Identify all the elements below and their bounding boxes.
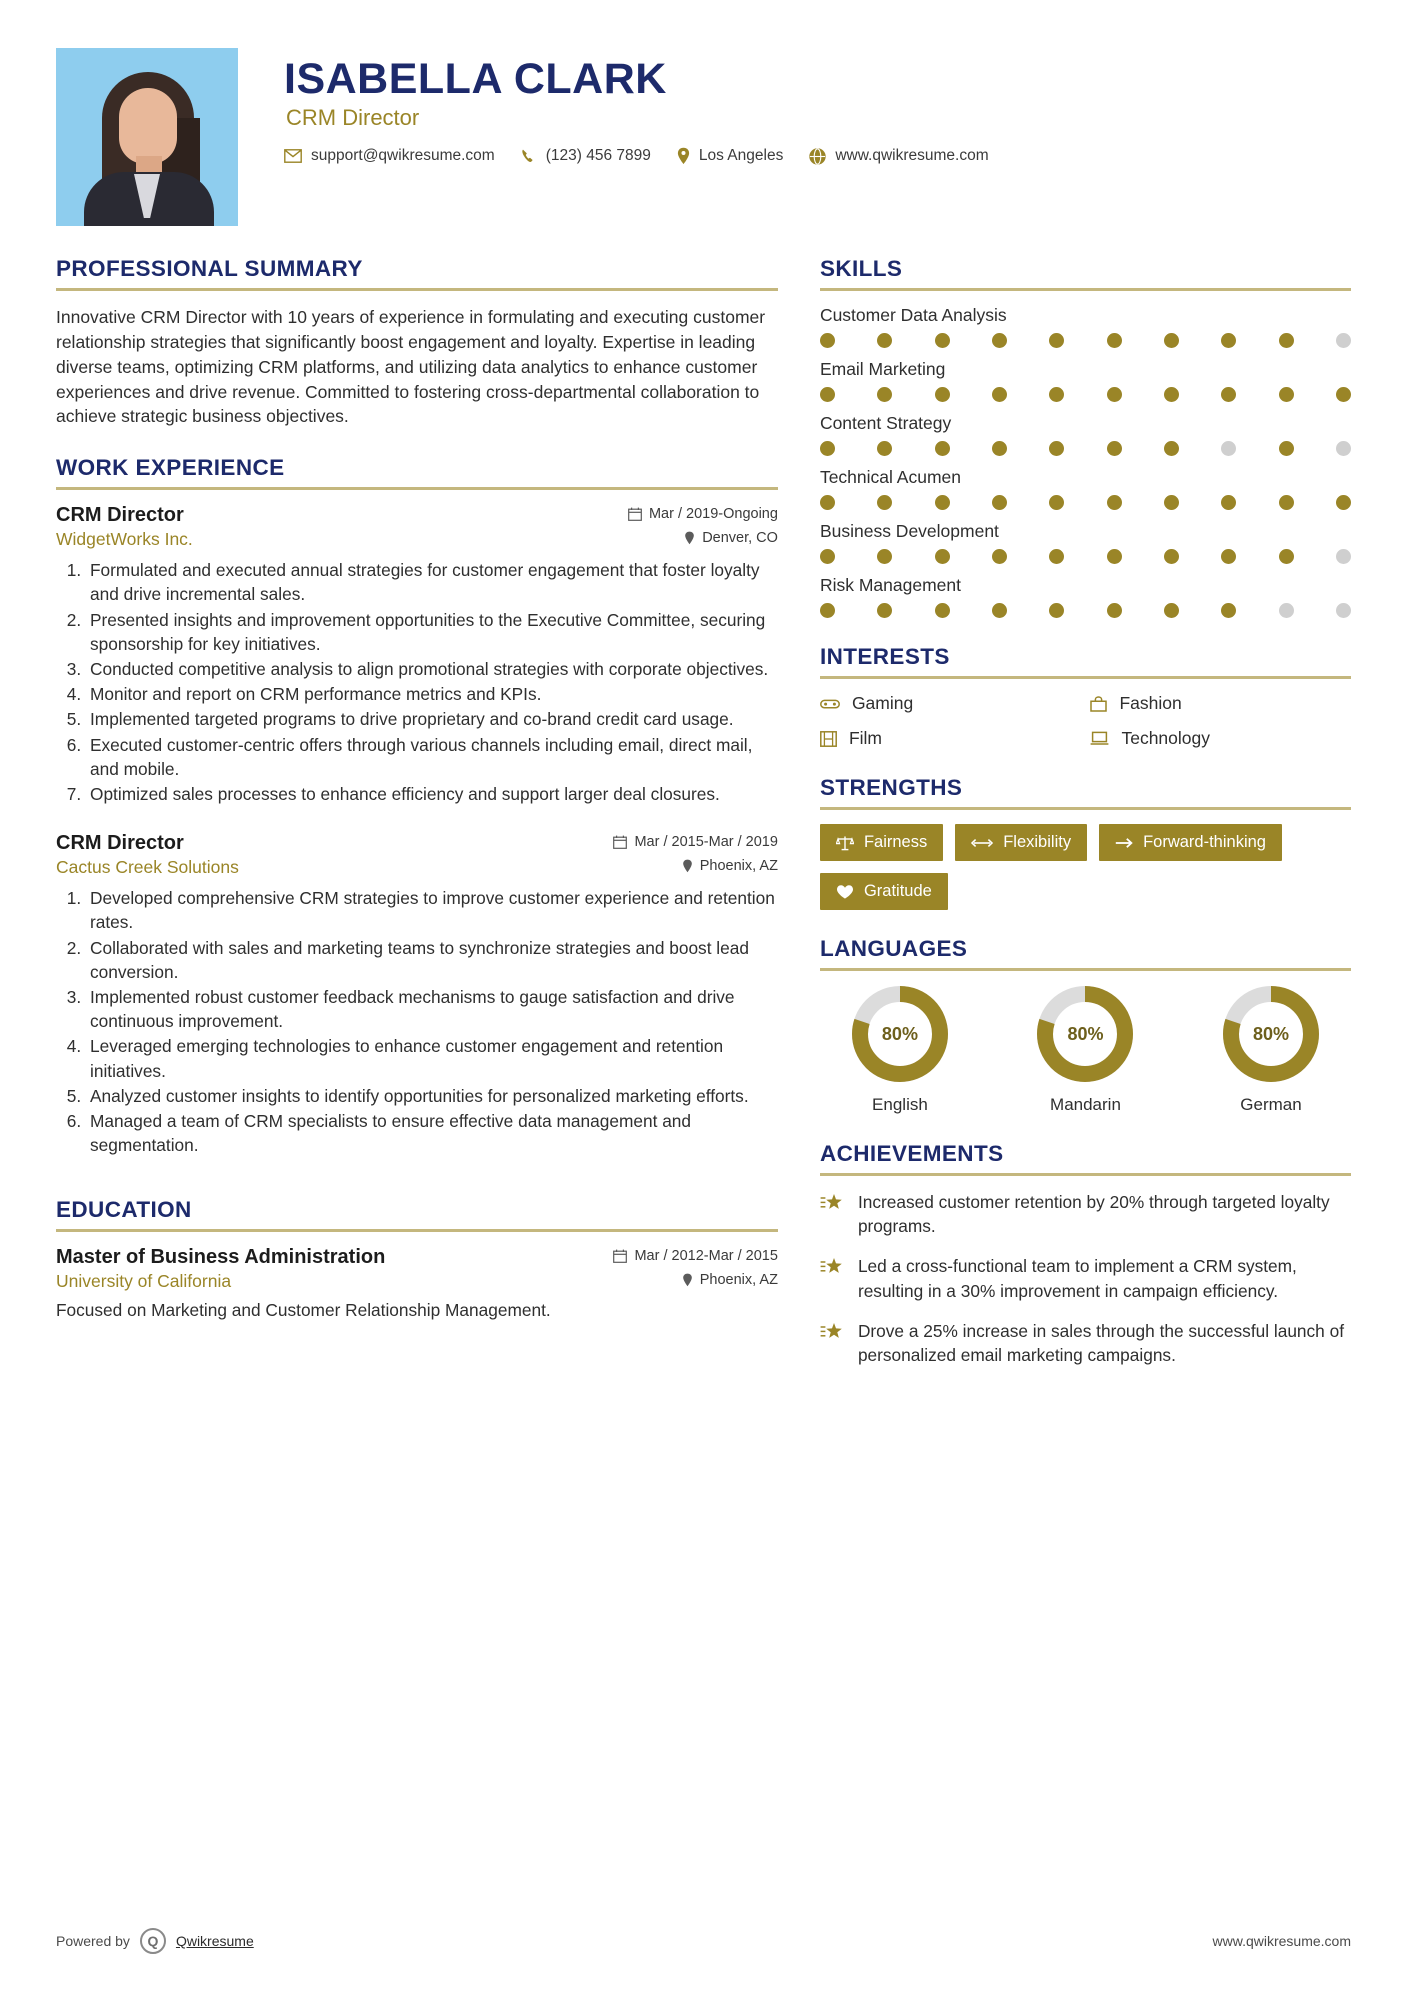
work-role: CRM Director xyxy=(56,504,184,527)
work-entry xyxy=(56,504,778,806)
skill-item xyxy=(820,575,1351,618)
star-badge-icon xyxy=(820,1319,844,1367)
work-location: Denver, CO xyxy=(702,530,778,547)
skill-item xyxy=(820,467,1351,510)
work-location-wrap xyxy=(682,858,778,874)
work-bullet: 2. Collaborated with sales and marketing teams to synchronize strategies and boost lead conversion. xyxy=(86,936,778,984)
interest-label: Film xyxy=(848,728,882,748)
powered-by-label: Powered by xyxy=(56,1933,130,1949)
skill-label: Business Development xyxy=(819,521,999,541)
arrow-right-icon xyxy=(1115,837,1133,849)
achievement-text: Drove a 25% increase in sales through the successful launch of personalized email marketing campaigns. xyxy=(857,1320,1345,1366)
language-item xyxy=(1191,985,1351,1115)
interest-label: Gaming xyxy=(851,693,914,713)
language-label: Mandarin xyxy=(1050,1095,1121,1114)
film-icon xyxy=(820,731,837,747)
divider xyxy=(820,676,1351,679)
divider xyxy=(56,1229,778,1232)
education-location-wrap xyxy=(682,1272,778,1288)
strength-label: Flexibility xyxy=(1003,833,1072,851)
work-bullets xyxy=(56,886,778,1157)
section-skills xyxy=(820,256,1351,618)
work-dates: Mar / 2019-Ongoing xyxy=(648,506,778,523)
star-badge-icon xyxy=(820,1254,844,1302)
work-role: CRM Director xyxy=(56,832,184,855)
contact-location-text: Los Angeles xyxy=(698,147,784,165)
achievement-item xyxy=(820,1254,1351,1302)
contact-website-text: www.qwikresume.com xyxy=(835,147,989,165)
achievement-text: Led a cross-functional team to implement a CRM system, resulting in a 30% improvement in campaign efficiency. xyxy=(857,1256,1297,1301)
skill-label: Email Marketing xyxy=(819,359,946,379)
contact-phone-text: (123) 456 7899 xyxy=(545,147,651,165)
skill-item xyxy=(820,359,1351,402)
work-dates-wrap xyxy=(628,506,778,522)
work-location-wrap xyxy=(684,530,778,546)
education-entry xyxy=(56,1246,778,1321)
calendar-icon xyxy=(613,1249,627,1263)
right-column xyxy=(820,256,1351,1393)
language-progress-ring xyxy=(1036,985,1134,1083)
education-degree: Master of Business Administration xyxy=(56,1246,386,1269)
work-bullet: 6. Executed customer-centric offers through various channels including email, direct mail, and mobile. xyxy=(86,733,778,781)
calendar-icon xyxy=(613,835,627,849)
section-title-interests: INTERESTS xyxy=(819,644,950,669)
section-title-achievements: ACHIEVEMENTS xyxy=(819,1141,1004,1166)
resume-body xyxy=(56,256,1351,1393)
achievement-text: Increased customer retention by 20% through targeted loyalty programs. xyxy=(857,1192,1330,1237)
section-title-summary: PROFESSIONAL SUMMARY xyxy=(56,256,363,281)
language-percent: 80% xyxy=(881,1023,918,1044)
skill-rating xyxy=(820,441,1351,456)
summary-text: Innovative CRM Director with 10 years of experience in formulating and executing customer relationship strategies that significantly boost engagement and loyalty. Expertise in leading diverse teams, optimizing CRM platforms, and utilizing data analytics to enhance customer experiences and drive revenue. Committed to fostering cross-departmental collaboration to achieve strategic business objectives. xyxy=(56,307,766,427)
footer-website[interactable]: www.qwikresume.com xyxy=(1212,1933,1351,1949)
strength-chip xyxy=(1099,824,1282,861)
skill-rating xyxy=(820,549,1351,564)
work-bullet: 6. Managed a team of CRM specialists to ensure effective data management and segmentation. xyxy=(86,1109,778,1157)
strength-chip xyxy=(820,873,948,910)
work-bullet: 7. Optimized sales processes to enhance efficiency and support larger deal closures. xyxy=(86,782,778,806)
work-bullet: 3. Implemented robust customer feedback mechanisms to gauge satisfaction and drive continuous improvement. xyxy=(86,985,778,1033)
avatar xyxy=(56,48,238,226)
work-bullet: 5. Analyzed customer insights to identify opportunities for personalized marketing efforts. xyxy=(86,1084,778,1108)
language-item xyxy=(1005,985,1165,1115)
education-school: University of California xyxy=(56,1271,232,1292)
email-icon xyxy=(284,149,302,163)
contact-location[interactable] xyxy=(677,147,783,165)
language-percent: 80% xyxy=(1252,1023,1290,1044)
map-pin-icon xyxy=(682,1273,693,1287)
globe-icon xyxy=(809,148,826,165)
work-dates-wrap xyxy=(613,834,777,850)
work-dates: Mar / 2015-Mar / 2019 xyxy=(634,834,778,851)
strength-chip xyxy=(955,824,1087,861)
section-professional-summary xyxy=(56,256,778,429)
section-title-languages: LANGUAGES xyxy=(819,936,968,961)
language-label: German xyxy=(1240,1095,1302,1114)
page-footer xyxy=(56,1928,1351,1954)
interest-item xyxy=(820,728,1081,749)
skill-rating xyxy=(820,603,1351,618)
calendar-icon xyxy=(628,507,642,521)
interest-item xyxy=(820,693,1081,714)
interest-item xyxy=(1090,693,1351,714)
section-languages xyxy=(820,936,1351,1115)
skill-rating xyxy=(820,495,1351,510)
divider xyxy=(820,968,1351,971)
section-title-work: WORK EXPERIENCE xyxy=(56,455,285,481)
skill-label: Technical Acumen xyxy=(819,467,961,487)
education-dates-wrap xyxy=(613,1248,777,1264)
work-location: Phoenix, AZ xyxy=(699,858,778,875)
map-pin-icon xyxy=(684,531,695,545)
section-work-experience xyxy=(56,455,778,1157)
strength-label: Forward-thinking xyxy=(1143,833,1266,851)
divider xyxy=(820,1173,1351,1176)
section-title-education: EDUCATION xyxy=(56,1197,192,1223)
skill-item xyxy=(820,305,1351,348)
arrows-icon xyxy=(971,837,993,849)
contact-phone[interactable] xyxy=(521,147,651,165)
star-badge-icon xyxy=(820,1190,844,1238)
strength-label: Fairness xyxy=(863,833,928,851)
skill-label: Risk Management xyxy=(819,575,961,595)
laptop-icon xyxy=(1090,731,1109,746)
work-bullet: 3. Conducted competitive analysis to align promotional strategies with corporate objectives. xyxy=(86,657,778,681)
education-description: Focused on Marketing and Customer Relationship Management. xyxy=(56,1300,551,1321)
map-pin-icon xyxy=(682,859,693,873)
work-company: Cactus Creek Solutions xyxy=(56,857,239,878)
language-progress-ring xyxy=(851,985,949,1083)
divider xyxy=(56,288,778,291)
header-job-title: CRM Director xyxy=(286,105,420,131)
resume-header xyxy=(56,48,1351,226)
skill-item xyxy=(820,413,1351,456)
gamepad-icon xyxy=(820,697,840,711)
work-bullets xyxy=(56,558,778,806)
work-bullet: 1. Formulated and executed annual strategies for customer engagement that foster loyalty and drive incremental sales. xyxy=(86,558,778,606)
contact-website[interactable] xyxy=(809,147,988,165)
education-dates: Mar / 2012-Mar / 2015 xyxy=(634,1248,778,1265)
qwikresume-logo-icon: Q xyxy=(140,1928,166,1954)
strength-label: Gratitude xyxy=(863,882,932,900)
heart-icon xyxy=(836,884,854,900)
skill-label: Content Strategy xyxy=(819,413,952,433)
work-bullet: 4. Leveraged emerging technologies to enhance customer engagement and retention initiatives. xyxy=(86,1034,778,1082)
work-bullet: 2. Presented insights and improvement opportunities to the Executive Committee, securing sponsorship for key initiatives. xyxy=(86,608,778,656)
language-label: English xyxy=(872,1095,928,1114)
divider xyxy=(820,807,1351,810)
skill-rating xyxy=(820,333,1351,348)
work-bullet: 5. Implemented targeted programs to drive proprietary and co-brand credit card usage. xyxy=(86,707,778,731)
interest-label: Technology xyxy=(1121,728,1211,748)
section-education xyxy=(56,1197,778,1321)
work-bullet: 4. Monitor and report on CRM performance metrics and KPIs. xyxy=(86,682,778,706)
language-percent: 80% xyxy=(1067,1023,1104,1044)
achievement-item xyxy=(820,1190,1351,1238)
section-title-skills: SKILLS xyxy=(819,256,903,281)
achievement-item xyxy=(820,1319,1351,1367)
contact-email-text: support@qwikresume.com xyxy=(311,147,495,165)
page-title: ISABELLA CLARK xyxy=(284,55,667,103)
education-location: Phoenix, AZ xyxy=(699,1272,778,1289)
skill-rating xyxy=(820,387,1351,402)
location-icon xyxy=(677,147,690,165)
strength-chip xyxy=(820,824,943,861)
qwikresume-brand-link[interactable]: Qwikresume xyxy=(175,1933,254,1949)
language-progress-ring xyxy=(1222,985,1320,1083)
contact-row xyxy=(284,147,1351,165)
divider xyxy=(820,288,1351,291)
skill-item xyxy=(820,521,1351,564)
work-bullet: 1. Developed comprehensive CRM strategies to improve customer experience and retention rates. xyxy=(86,886,778,934)
scales-icon xyxy=(836,835,854,851)
language-item xyxy=(820,985,980,1115)
skill-label: Customer Data Analysis xyxy=(819,305,1007,325)
section-strengths xyxy=(820,775,1351,910)
section-title-strengths: STRENGTHS xyxy=(819,775,963,800)
left-column xyxy=(56,256,820,1393)
section-interests xyxy=(820,644,1351,749)
interest-label: Fashion xyxy=(1119,693,1182,713)
phone-icon xyxy=(521,148,537,164)
divider xyxy=(56,487,778,490)
bag-icon xyxy=(1090,696,1107,712)
work-entry xyxy=(56,832,778,1157)
work-company: WidgetWorks Inc. xyxy=(56,529,193,550)
section-achievements xyxy=(820,1141,1351,1367)
interest-item xyxy=(1090,728,1351,749)
contact-email[interactable] xyxy=(284,147,495,165)
